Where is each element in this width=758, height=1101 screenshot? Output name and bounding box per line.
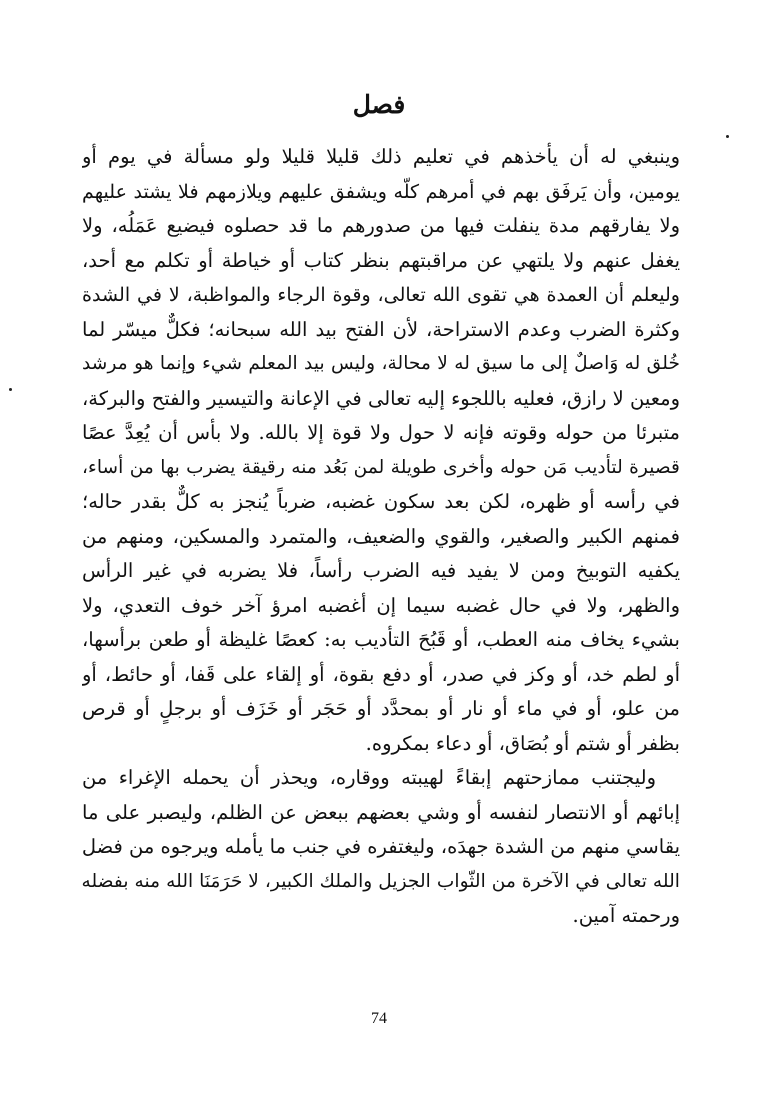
text-line: إبائهم أو الانتصار لنفسه أو وشي بعضهم ببعض عن الظلم، وليصبر على ما (82, 800, 680, 824)
text-line: وليعلم أن العمدة هي تقوى الله تعالى، وقوة الرجاء والمواظبة، لا في الشدة (82, 283, 680, 306)
text-line: فمنهم الكبير والصغير، والقوي والضعيف، والمتمرد والمسكين، ومنهم من (82, 524, 680, 548)
text-line: وينبغي له أن يأخذهم في تعليم ذلك قليلا قليلا ولو مسألة في يوم أو (82, 145, 680, 168)
section-heading: فصل (352, 90, 406, 119)
text-line: ورحمته آمين. (572, 904, 680, 927)
text-line: خُلق له وَاصلٌ إلى ما سيق له لا محالة، وليس بيد المعلم شيء وإنما هو مرشد (82, 353, 680, 374)
text-line: بشيء يخاف منه العطب، أو قَبُحَ التأديب به: كعصًا غليظة أو طعن برأسها، (82, 628, 680, 651)
text-line: والظهر، ولا في حال غضبه سيما إن أغضبه امرؤ آخر خوف التعدي، ولا (82, 593, 680, 617)
text-line: يكفيه التوبيخ ومن لا يفيد فيه الضرب رأساً، فلا يضربه في غير الرأس (82, 559, 680, 582)
text-line: متبرئا من حوله وقوته فإنه لا حول ولا قوة إلا بالله. ولا بأس أن يُعِدَّ عصًا (82, 421, 680, 444)
scan-speck (726, 135, 729, 138)
text-line: يومين، وأن يَرفَق بهم في أمرهم كلّه ويشفق عليهم ويلازمهم فلا يشتد عليهم (82, 179, 680, 203)
text-line: يقاسي منهم من الشدة جهدَه، وليغتفره في جنب ما يأمله ويرجوه من فضل (82, 835, 680, 858)
text-line: بظفر أو شتم أو بُصَاق، أو دعاء بمكروه. (365, 731, 680, 755)
body-text (82, 140, 680, 934)
page-number: 74 (371, 1010, 387, 1027)
text-line: أو لطم خد، أو وكز في صدر، أو دفع بقوة، أو إلقاء على قَفا، أو حائط، أو (82, 662, 680, 686)
text-line: ولا يفارقهم مدة ينفلت فيها من صدورهم ما قد حصلوه فيضيع عَمَلُه، ولا (82, 214, 680, 237)
text-line: ومعين لا رازق، فعليه باللجوء إليه تعالى في الإعانة والتيسير والفتح والبركة، (82, 386, 680, 410)
text-line: في رأسه أو ظهره، لكن بعد سكون غضبه، ضرباً يُنجز به كلٌّ بقدر حاله؛ (82, 490, 680, 513)
text-line: قصيرة لتأديب مَن حوله وأخرى طويلة لمن بَعُد منه رقيقة يضرب بها من أساء، (82, 456, 680, 478)
text-line: وليجتنب ممازحتهم إبقاءً لهيبته ووقاره، ويحذر أن يحمله الإغراء من (82, 766, 656, 789)
text-line: وكثرة الضرب وعدم الاستراحة، لأن الفتح بيد الله سبحانه؛ فكلٌّ ميسّر لما (82, 317, 680, 341)
text-line: من علو، أو في ماء أو نار أو بمحدَّد أو حَجَر أو خَزَف أو برجلٍ أو قرص (82, 697, 680, 720)
text-line: يغفل عنهم ولا يلتهي عن مراقبتهم بنظر كتاب أو خياطة أو تكلم مع أحد، (82, 248, 680, 272)
scan-speck (9, 388, 12, 391)
text-line: الله تعالى في الآخرة من الثّواب الجزيل والملك الكبير، لا حَرَمَنَا الله منه بفضله (82, 870, 680, 892)
